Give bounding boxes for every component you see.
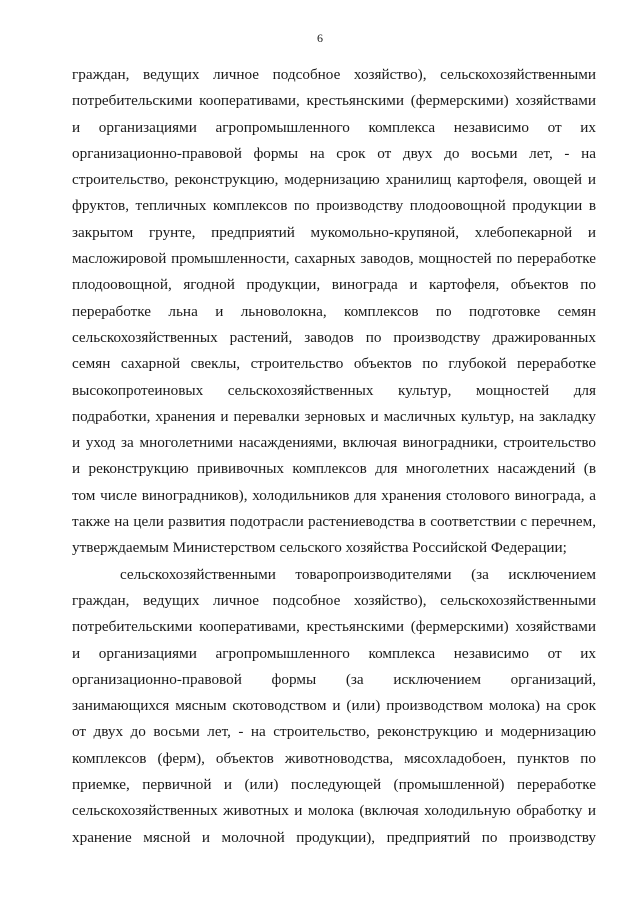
text-line: утверждаемым Министерством сельского хозяйства Российской Федерации; <box>72 539 567 557</box>
text-line: потребительскими кооперативами, крестьянскими (фермерскими) хозяйствами <box>72 618 596 636</box>
text-line: переработке льна и льноволокна, комплексов по подготовке семян <box>72 302 596 320</box>
text-line: сельскохозяйственных животных и молока (включая холодильную обработку и <box>72 802 596 820</box>
text-line: граждан, ведущих личное подсобное хозяйство), сельскохозяйственными <box>72 66 596 83</box>
page-number: 6 <box>317 31 323 45</box>
text-line: и уход за многолетними насаждениями, включая виноградники, строительство <box>72 434 596 452</box>
text-line: организационно-правовой формы (за исключением организаций, <box>72 670 596 688</box>
text-line: граждан, ведущих личное подсобное хозяйство), сельскохозяйственными <box>72 591 596 609</box>
text-line: строительство, реконструкцию, модернизацию хранилищ картофеля, овощей и <box>72 171 596 189</box>
text-line: сельскохозяйственными товаропроизводителями (за исключением <box>120 565 596 583</box>
text-line: потребительскими кооперативами, крестьянскими (фермерскими) хозяйствами <box>72 92 596 110</box>
text-line: и организациями агропромышленного комплекса независимо от их <box>72 644 596 662</box>
text-line: приемке, первичной и (или) последующей (промышленной) переработке <box>72 776 596 794</box>
text-line: том числе виноградников), холодильников для хранения столового винограда, а <box>72 486 596 504</box>
text-line: комплексов (ферм), объектов животноводства, мясохладобоен, пунктов по <box>72 749 596 767</box>
text-line: занимающихся мясным скотоводством и (или) производством молока) на срок <box>72 697 596 715</box>
document-body <box>72 62 596 851</box>
text-line: сельскохозяйственных растений, заводов по производству дражированных <box>72 328 596 346</box>
text-line: фруктов, тепличных комплексов по производству плодоовощной продукции в <box>72 197 596 215</box>
text-line: хранение мясной и молочной продукции), предприятий по производству <box>72 828 596 846</box>
text-line: масложировой промышленности, сахарных заводов, мощностей по переработке <box>72 250 596 268</box>
text-line: и организациями агропромышленного комплекса независимо от их <box>72 118 596 136</box>
text-line: плодоовощной, ягодной продукции, винограда и картофеля, объектов по <box>72 276 596 294</box>
text-line: организационно-правовой формы на срок от двух до восьми лет, - на <box>72 144 596 162</box>
text-line: от двух до восьми лет, - на строительство, реконструкцию и модернизацию <box>72 723 596 741</box>
paragraph <box>72 562 596 851</box>
text-line: высокопротеиновых сельскохозяйственных культур, мощностей для <box>72 381 596 399</box>
text-line: также на цели развития подотрасли растениеводства в соответствии с перечнем, <box>72 513 596 531</box>
text-line: закрытом грунте, предприятий мукомольно-крупяной, хлебопекарной и <box>72 223 596 241</box>
text-line: и реконструкцию прививочных комплексов для многолетних насаждений (в <box>72 460 596 478</box>
paragraph <box>72 62 596 562</box>
text-line: подработки, хранения и перевалки зерновых и масличных культур, на закладку <box>72 407 596 425</box>
text-line: семян сахарной свеклы, строительство объектов по глубокой переработке <box>72 355 596 373</box>
